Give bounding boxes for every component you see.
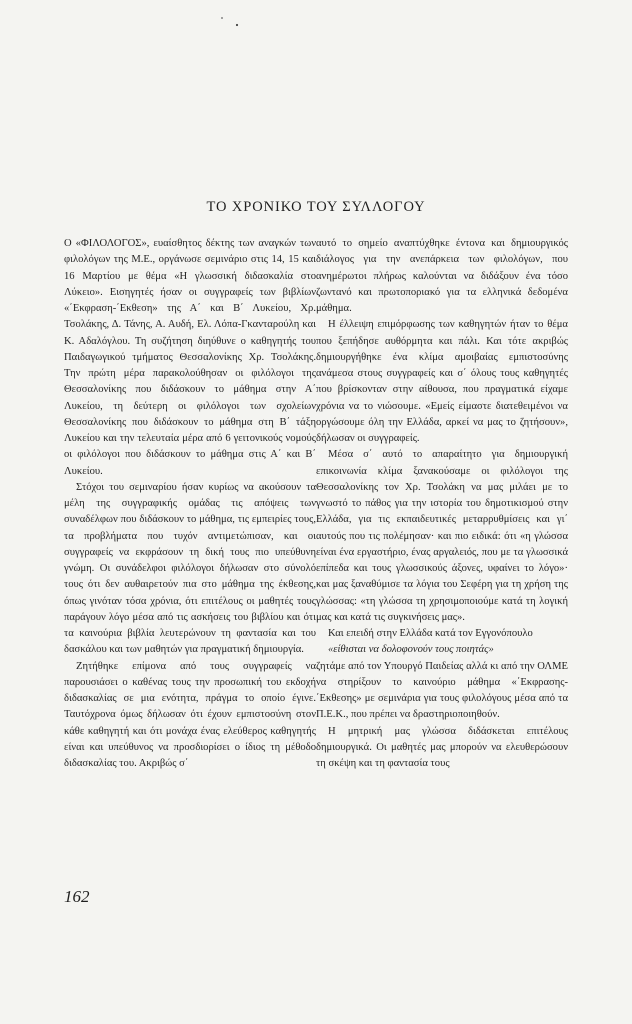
paragraph: Ζητήθηκε επίμονα από τους συγγραφείς να παρουσιάσει ο καθένας τους την προσωπική του εκδοχή διδασκαλίας σε μια ενότητα, πράγμα το οποίο έγινε. Ταυτόχρονα όμως δήλωσαν ότι έχουν εμπιστοσύνη στον κάθε καθηγητή και ότι μονάχα ένας ελεύθερος καθηγητής είναι και υπεύθυνος να προσδιορίσει ο ίδιος τη μέθοδο διδασκαλίας του. Ακριβώς σ΄ [64, 660, 316, 769]
paragraph: αυτό το σημείο αναπτύχθηκε έντονα και δημιουργικός διάλογος για την ανεπάρκεια των φιλολόγων, που ανημέρωτοι πλήρως καλούνται να διδάξουν ένα τόσο ζωντανό και πρωτοποριακό για τα ελληνικά δεδομένα μάθημα. [316, 238, 568, 314]
section-title: ΤΟ ΧΡΟΝΙΚΟ ΤΟΥ ΣΥΛΛΟΓΟΥ [206, 199, 426, 215]
left-column [64, 236, 316, 772]
paragraph: Μέσα σ΄ αυτό το απαραίτητο για δημιουργική επικοινωνία κλίμα ξανακούσαμε οι φιλόλογοι της Θεσσαλονίκης τον Χρ. Τσολάκη να μας μιλάει με το γνωστό το πάθος για την ιστορία του δημοτικισμού στην Ελλάδα, για τις εκπαιδευτικές μεταρρυθμίσεις και γι΄ αυτούς που τις πολέμησαν· και πιο ειδικά: ότι «η γλώσσα είναι ένα εργαστήριο, ένας αργαλειός, που με τα γλωσσικά επίπεδα και τους γλωσσικούς άξονες, υφαίνει το λόγο»· και μας ξαναθύμισε τα λόγια του Σεφέρη για τη χρήση της γλώσσας: «τη γλώσσα τη χρησιμοποιούμε κατά τη λογική μας και κατά τις συγκινήσεις μας». [316, 449, 568, 623]
paragraph: Στόχοι του σεμιναρίου ήσαν κυρίως να ακούσουν τα μέλη της συγγραφικής ομάδας τις απόψεις των συναδέλφων που διδάσκουν το μάθημα, τις εμπειρίες τους, τα προβλήματα που τυχόν αντιμετώπισαν, και οι συγγραφείς να εκφράσουν τη δική τους πιο υπεύθυνη γνώμη. Οι συνάδελφοι φιλόλογοι δήλωσαν στο σύνολό τους ότι δεν αυθαιρετούν πια στο μάθημα της έκθεσης, όπως γινόταν τόσα χρόνια, ότι επιτέλους οι μαθητές τους παράγουν λόγο μέσα από τις ασκήσεις του βιβλίου και ότι τα καινούρια βιβλία λευτερώνουν τη φαντασία και του δασκάλου και των μαθητών για πραγματική δημιουργία. [64, 481, 316, 656]
right-column [316, 236, 568, 772]
paragraph: Ο «ΦΙΛΟΛΟΓΟΣ», ευαίσθητος δέκτης των αναγκών των φιλολόγων της Μ.Ε., οργάνωσε σεμινάριο στις 14, 15 και 16 Μαρτίου με θέμα «Η γλωσσική διδασκαλία στο Λύκειο». Εισηγητές ήσαν οι συγγραφείς των βιβλίων «΄Εκφραση-΄Εκθεση» της Α΄ και Β΄ Λυκείου, Χρ. Τσολάκης, Δ. Τάνης, Α. Αυδή, Ελ. Λόπα-Γκανταρούλη και Κ. Αδαλόγλου. Τη συζήτηση διηύθυνε ο καθηγητής του Παιδαγωγικού τμήματος Θεσσαλονίκης Χρ. Τσολάκης. Την πρώτη μέρα παρακολούθησαν οι φιλόλογοι της Θεσσαλονίκης που διδάσκουν το μάθημα στην Α΄ Λυκείου, τη δεύτερη οι φιλόλογοι των σχολείων Θεσσαλονίκης που διδάσκουν το μάθημα στη Β΄ τάξη Λυκείου και την τελευταία μέρα από 6 γειτονικούς νομούς οι φιλόλογοι που διδάσκουν το μάθημα στις Α΄ και Β΄ Λυκείου. [64, 238, 316, 477]
quotation: «είθισται να δολοφονούν τους ποιητάς» [328, 644, 494, 656]
paragraph: Η έλλειψη επιμόρφωσης των καθηγητών ήταν το θέμα που ξεπήδησε αυθόρμητα και πάλι. Και τότε ακριβώς δημιουργήθηκε ένα κλίμα αμοιβαίας εμπιστοσύνης ανάμεσα στους συγγραφείς και σ΄ όλους τους καθηγητές που βρίσκονταν στην αίθουσα, που πραγματικά είχαμε χρόνια να το νιώσουμε. «Εμείς είμαστε διατεθειμένοι να οργώσουμε όλη την Ελλάδα, αρκεί να μας το ζητήσουν», δήλωσαν οι συγγραφείς. [316, 319, 568, 444]
paragraph: Και επειδή στην Ελλάδα κατά τον Εγγονόπουλο [328, 628, 533, 639]
page-number: 162 [64, 887, 90, 906]
paragraph: Η μητρική μας γλώσσα διδάσκεται επιτέλους δημιουργικά. Οι μαθητές μας μπορούν να ελευθερώσουν τη σκέψη και τη φαντασία τους [316, 725, 568, 769]
paragraph: ζητάμε από τον Υπουργό Παιδείας αλλά κι από την ΟΛΜΕ να στηρίξουν το καινούριο μάθημα «΄Εκφρασης-΄Εκθεσης» με σεμινάρια για τους φιλολόγους μέσα από τα Π.Ε.Κ., που πρέπει να δραστηριοποιηθούν. [316, 660, 568, 721]
